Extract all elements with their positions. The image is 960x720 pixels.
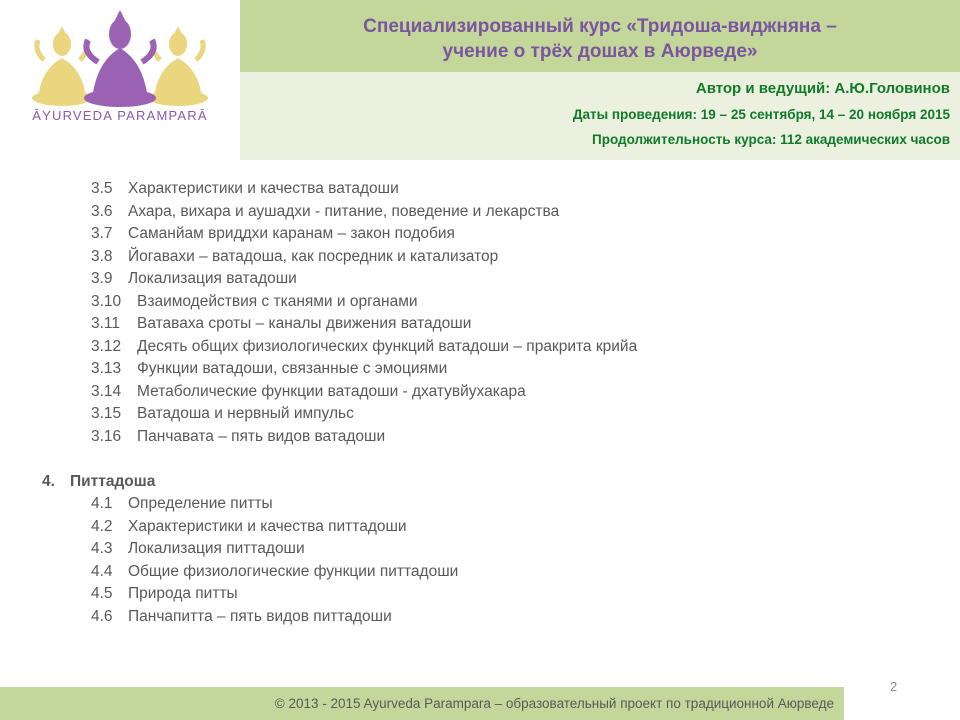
section-heading: 4. Питтадоша [42, 473, 156, 490]
list-item: 3.11 Ватаваха сроты – каналы движения ватадоши [91, 315, 472, 332]
course-title [240, 14, 960, 64]
course-title-line-1: Специализированный курс «Тридоша-виджняна – [363, 16, 837, 37]
footer-copyright: © 2013 - 2015 Ayurveda Parampara – образовательный проект по традиционной Аюрведе [274, 696, 834, 711]
footer-band [0, 687, 844, 720]
list-item: 3.8 Йогавахи – ватадоша, как посредник и катализатор [91, 248, 499, 265]
list-item: 4.5 Природа питты [91, 585, 238, 602]
list-item: 3.15 Ватадоша и нервный импульс [91, 405, 354, 422]
list-item: 4.6 Панчапитта – пять видов питтадоши [91, 608, 392, 625]
list-item: 4.4 Общие физиологические функции питтадоши [91, 563, 459, 580]
page-number: 2 [890, 679, 898, 694]
list-item: 3.5 Характеристики и качества ватадоши [91, 180, 399, 197]
course-title-line-2: учение о трёх дошах в Аюрведе» [442, 41, 758, 62]
list-item: 3.9 Локализация ватадоши [91, 270, 297, 287]
dates-line: Даты проведения: 19 – 25 сентября, 14 – 20 ноября 2015 [572, 107, 950, 122]
list-item: 3.13 Функции ватадоши, связанные с эмоциями [91, 360, 448, 377]
list-item: 3.10 Взаимодействия с тканями и органами [91, 293, 418, 310]
list-item: 3.7 Саманйам вриддхи каранам – закон подобия [91, 225, 455, 242]
logo-caption: ĀYURVEDA PARAMPARĀ [32, 108, 208, 123]
list-item: 4.3 Локализация питтадоши [91, 540, 305, 557]
list-item: 3.16 Панчавата – пять видов ватадоши [91, 428, 386, 445]
list-item: 3.12 Десять общих физиологических функций ватадоши – пракрита крийа [91, 338, 638, 355]
logo [0, 0, 240, 160]
author-line: Автор и ведущий: А.Ю.Головинов [695, 80, 950, 97]
header-info-band [240, 72, 960, 160]
list-item: 3.14 Метаболические функции ватадоши - дхатувйухакара [91, 383, 526, 400]
buddha-figures-logo-icon [0, 0, 240, 110]
list-item: 3.6 Ахара, вихара и аушадхи - питание, поведение и лекарства [91, 203, 560, 220]
list-item: 4.1 Определение питты [91, 495, 273, 512]
list-item: 4.2 Характеристики и качества питтадоши [91, 518, 407, 535]
duration-line: Продолжительность курса: 112 академических часов [592, 132, 950, 147]
header-title-band [240, 0, 960, 72]
